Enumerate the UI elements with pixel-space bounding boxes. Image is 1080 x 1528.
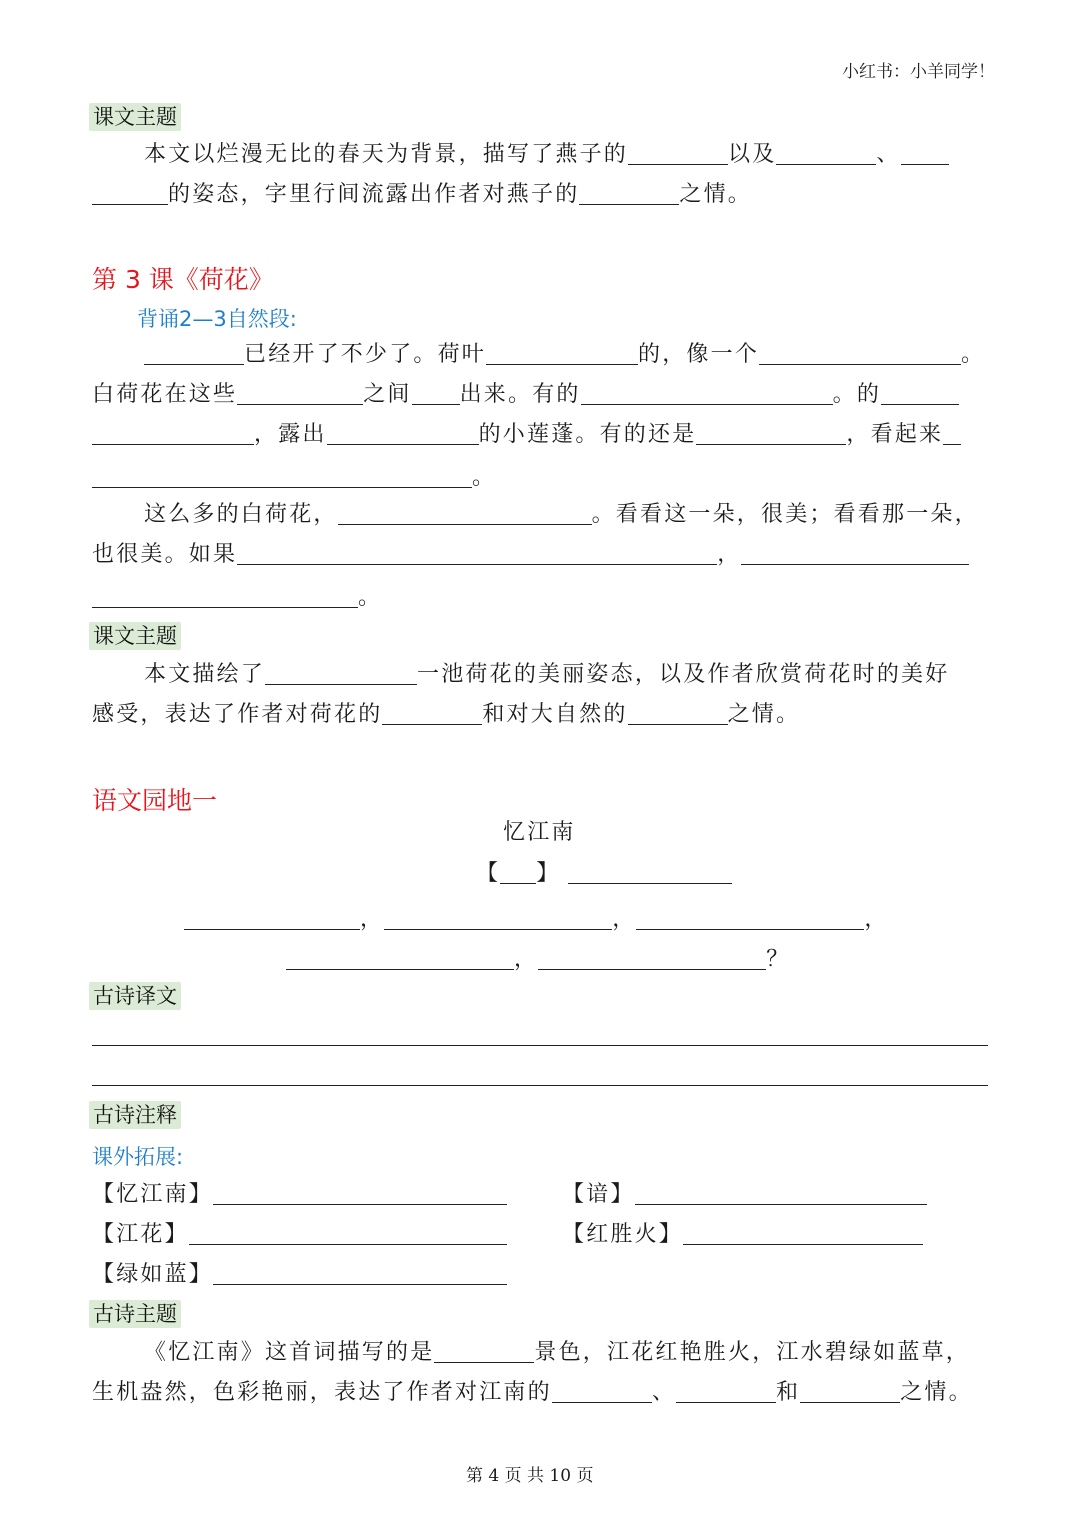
poem-author-line: 【 】 xyxy=(476,854,732,894)
fill-blank[interactable] xyxy=(265,660,417,685)
recite-instruction: 背诵2—3自然段: xyxy=(137,307,297,331)
fill-blank[interactable] xyxy=(92,463,472,488)
lesson-3-title: 第 3 课《荷花》 xyxy=(92,265,274,294)
term-row: 【红胜火】 xyxy=(562,1215,923,1255)
fill-blank[interactable] xyxy=(327,420,479,445)
fill-blank[interactable] xyxy=(144,340,244,365)
fill-blank[interactable] xyxy=(881,380,959,405)
poem-theme-line-2: 生机盎然，色彩艳丽，表达了作者对江南的 、 和 之情。 xyxy=(92,1380,973,1405)
fill-blank[interactable] xyxy=(628,700,728,725)
recite-p1-line-1: 已经开了不少了。荷叶 的，像一个 。 xyxy=(144,335,985,375)
fill-blank[interactable] xyxy=(92,420,254,445)
term-blank[interactable] xyxy=(213,1180,507,1205)
poem-title: 忆江南 xyxy=(503,820,576,845)
recite-p1-line-2: 白荷花在这些 之间 出来。有的 。的 xyxy=(92,375,959,415)
verse-blank[interactable] xyxy=(286,945,514,970)
fill-blank[interactable] xyxy=(628,140,728,165)
fill-blank[interactable] xyxy=(741,540,969,565)
poem-translation-tag: 古诗译文 xyxy=(89,982,181,1010)
recite-p1-line-3: ，露出 的小莲蓬。有的还是 ，看起来 xyxy=(92,415,961,455)
recite-p2-line-2: 也很美。如果 ， xyxy=(92,535,969,575)
fill-blank[interactable] xyxy=(434,1338,534,1363)
source-header: 小红书：小羊同学！ xyxy=(842,62,995,82)
author-blank[interactable] xyxy=(568,859,732,884)
fill-blank[interactable] xyxy=(579,180,679,205)
lesson-3-theme-line-2: 感受，表达了作者对荷花的 和对大自然的 之情。 xyxy=(92,702,801,727)
fill-blank[interactable] xyxy=(338,500,592,525)
lesson-3-theme-tag: 课文主题 xyxy=(89,622,181,650)
lesson-theme-tag: 课文主题 xyxy=(89,103,181,131)
term-row: 【绿如蓝】 xyxy=(92,1255,507,1295)
fill-blank[interactable] xyxy=(943,420,961,445)
fill-blank[interactable] xyxy=(800,1378,900,1403)
fill-blank[interactable] xyxy=(92,583,358,608)
fill-blank[interactable] xyxy=(759,340,961,365)
term-blank[interactable] xyxy=(635,1180,927,1205)
fill-blank[interactable] xyxy=(552,1378,652,1403)
fill-blank[interactable] xyxy=(237,540,717,565)
dynasty-blank[interactable] xyxy=(500,859,536,884)
recite-p1-line-4: 。 xyxy=(92,458,496,498)
lesson-3-theme-line-1: 本文描绘了 一池荷花的美丽姿态，以及作者欣赏荷花时的美好 xyxy=(144,662,950,687)
fill-blank[interactable] xyxy=(486,340,638,365)
term-blank[interactable] xyxy=(213,1260,507,1285)
fill-blank[interactable] xyxy=(382,700,482,725)
term-blank[interactable] xyxy=(189,1220,507,1245)
fill-blank[interactable] xyxy=(696,420,846,445)
verse-blank[interactable] xyxy=(384,905,612,930)
verse-blank[interactable] xyxy=(184,905,360,930)
extension-label: 课外拓展: xyxy=(92,1145,184,1169)
verse-blank[interactable] xyxy=(636,905,864,930)
poem-line-1: ， ， ， xyxy=(184,900,889,940)
theme-line-1: 本文以烂漫无比的春天为背景，描写了燕子的 以及 、 xyxy=(144,135,949,175)
fill-blank[interactable] xyxy=(92,180,168,205)
page-number: 第 4 页 共 10 页 xyxy=(466,1466,594,1486)
term-row: 【忆江南】 xyxy=(92,1175,507,1215)
fill-blank[interactable] xyxy=(412,380,460,405)
fill-blank[interactable] xyxy=(676,1378,776,1403)
fill-blank[interactable] xyxy=(776,140,876,165)
fill-blank[interactable] xyxy=(581,380,833,405)
translation-line[interactable] xyxy=(92,1085,988,1086)
fill-blank[interactable] xyxy=(901,140,949,165)
term-row: 【江花】 xyxy=(92,1215,507,1255)
poem-line-2: ， ？ xyxy=(286,940,790,980)
theme-line-2: 的姿态，字里行间流露出作者对燕子的 之情。 xyxy=(92,175,752,215)
term-row: 【谙】 xyxy=(562,1175,927,1215)
recite-p2-line-3: 。 xyxy=(92,578,382,618)
poem-theme-line-1: 《忆江南》这首词描写的是 景色，江花红艳胜火，江水碧绿如蓝草， xyxy=(144,1340,971,1365)
poem-theme-tag: 古诗主题 xyxy=(89,1300,181,1328)
verse-blank[interactable] xyxy=(538,945,766,970)
translation-line[interactable] xyxy=(92,1045,988,1046)
recite-p2-line-1: 这么多的白荷花， 。看看这一朵，很美；看看那一朵， xyxy=(144,502,979,527)
garden-title: 语文园地一 xyxy=(92,786,218,815)
fill-blank[interactable] xyxy=(237,380,363,405)
poem-notes-tag: 古诗注释 xyxy=(89,1101,181,1129)
term-blank[interactable] xyxy=(683,1220,923,1245)
